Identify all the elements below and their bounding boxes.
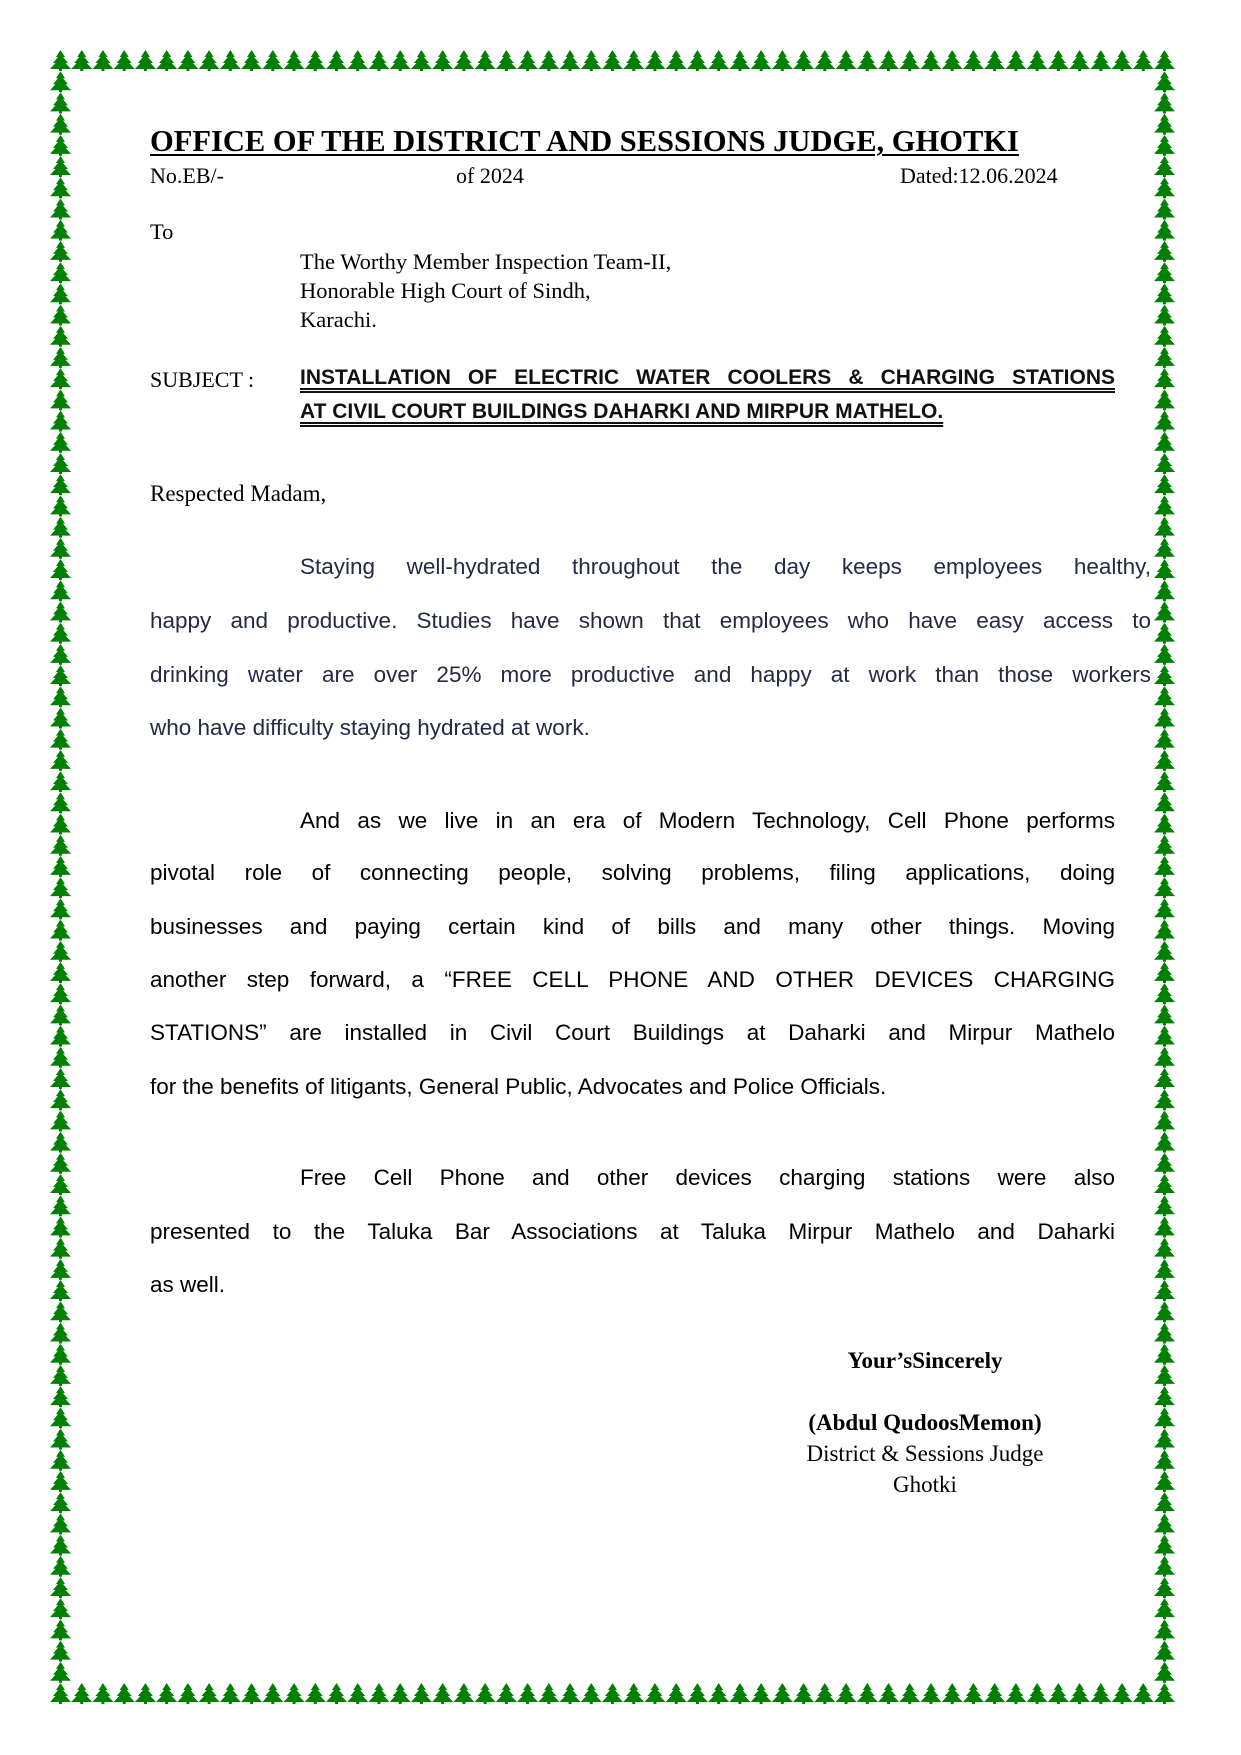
pine-tree-icon — [177, 1683, 198, 1704]
pine-tree-icon — [114, 50, 135, 71]
pine-tree-icon — [50, 1492, 71, 1513]
pine-tree-icon — [1154, 941, 1175, 962]
pine-tree-icon — [1154, 1259, 1175, 1280]
pine-tree-icon — [1154, 114, 1175, 135]
pine-tree-icon — [305, 1683, 326, 1704]
pine-tree-icon — [50, 686, 71, 707]
pine-tree-icon — [1154, 813, 1175, 834]
pine-tree-icon — [836, 50, 857, 71]
pine-tree-icon — [1154, 283, 1175, 304]
pine-tree-icon — [1154, 665, 1175, 686]
pine-tree-icon — [1154, 644, 1175, 665]
pine-tree-icon — [50, 411, 71, 432]
pine-tree-icon — [793, 50, 814, 71]
pine-tree-icon — [496, 1683, 517, 1704]
pine-tree-icon — [1154, 1556, 1175, 1577]
pine-tree-icon — [1154, 1577, 1175, 1598]
pine-tree-icon — [963, 1683, 984, 1704]
paragraph-line: drinking water are over 25% more productive and happy at work than those workers — [150, 662, 1151, 687]
pine-tree-icon — [772, 1683, 793, 1704]
pine-tree-icon — [50, 771, 71, 792]
pine-tree-icon — [50, 538, 71, 559]
pine-tree-icon — [878, 1683, 899, 1704]
pine-tree-icon — [50, 1683, 71, 1704]
pine-tree-icon — [50, 517, 71, 538]
pine-tree-icon — [1005, 1683, 1026, 1704]
pine-tree-icon — [1154, 1492, 1175, 1513]
pine-tree-icon — [50, 1280, 71, 1301]
pine-tree-icon — [899, 50, 920, 71]
pine-tree-icon — [92, 50, 113, 71]
pine-tree-icon — [1154, 347, 1175, 368]
pine-tree-icon — [220, 1683, 241, 1704]
paragraph-line: happy and productive. Studies have shown that employees who have easy access to — [150, 608, 1151, 633]
pine-tree-icon — [1154, 729, 1175, 750]
paragraph-line: presented to the Taluka Bar Associations at Taluka Mirpur Mathelo and Daharki — [150, 1219, 1115, 1244]
pine-tree-icon — [1154, 474, 1175, 495]
pine-tree-icon — [50, 1662, 71, 1683]
pine-tree-icon — [50, 1089, 71, 1110]
pine-tree-icon — [1154, 1450, 1175, 1471]
pine-tree-icon — [751, 50, 772, 71]
paragraph-line: Free Cell Phone and other devices charging stations were also — [300, 1165, 1115, 1190]
pine-tree-icon — [432, 1683, 453, 1704]
pine-tree-icon — [538, 50, 559, 71]
pine-tree-icon — [708, 1683, 729, 1704]
pine-tree-icon — [538, 1683, 559, 1704]
pine-tree-icon — [50, 198, 71, 219]
pine-tree-icon — [708, 50, 729, 71]
recipient-line: Honorable High Court of Sindh, — [300, 278, 591, 303]
pine-tree-icon — [156, 1683, 177, 1704]
pine-tree-icon — [1154, 156, 1175, 177]
pine-tree-icon — [50, 1598, 71, 1619]
pine-tree-icon — [1154, 835, 1175, 856]
pine-tree-icon — [1112, 50, 1133, 71]
pine-tree-icon — [50, 453, 71, 474]
pine-tree-icon — [1154, 856, 1175, 877]
pine-tree-icon — [50, 1153, 71, 1174]
pine-tree-icon — [305, 50, 326, 71]
pine-tree-icon — [50, 1238, 71, 1259]
pine-tree-icon — [687, 50, 708, 71]
pine-tree-icon — [50, 135, 71, 156]
pine-tree-icon — [1048, 50, 1069, 71]
pine-tree-icon — [1154, 432, 1175, 453]
pine-tree-icon — [1005, 50, 1026, 71]
pine-tree-icon — [50, 1195, 71, 1216]
pine-tree-icon — [814, 1683, 835, 1704]
pine-tree-icon — [1154, 1386, 1175, 1407]
subject-line: INSTALLATION OF ELECTRIC WATER COOLERS & CHARGING STATIONS — [300, 366, 1115, 389]
pine-tree-icon — [50, 1004, 71, 1025]
pine-tree-icon — [963, 50, 984, 71]
pine-tree-icon — [793, 1683, 814, 1704]
signatory-place: Ghotki — [893, 1472, 957, 1497]
pine-tree-icon — [1154, 601, 1175, 622]
pine-tree-icon — [50, 920, 71, 941]
pine-tree-icon — [50, 1577, 71, 1598]
pine-tree-icon — [1154, 517, 1175, 538]
letterhead-title: OFFICE OF THE DISTRICT AND SESSIONS JUDGE, GHOTKI — [150, 124, 1019, 158]
pine-tree-icon — [347, 1683, 368, 1704]
pine-tree-icon — [1154, 326, 1175, 347]
pine-tree-icon — [1154, 1301, 1175, 1322]
paragraph-line: who have difficulty staying hydrated at work. — [150, 715, 590, 740]
pine-tree-icon — [1154, 1471, 1175, 1492]
pine-tree-icon — [199, 50, 220, 71]
pine-tree-icon — [1154, 1026, 1175, 1047]
pine-tree-icon — [1154, 262, 1175, 283]
pine-tree-icon — [1069, 50, 1090, 71]
pine-tree-icon — [50, 220, 71, 241]
pine-tree-icon — [135, 50, 156, 71]
pine-tree-icon — [1154, 920, 1175, 941]
pine-tree-icon — [50, 1259, 71, 1280]
pine-tree-icon — [623, 50, 644, 71]
pine-tree-icon — [50, 729, 71, 750]
pine-tree-icon — [50, 1450, 71, 1471]
pine-tree-icon — [50, 1068, 71, 1089]
pine-tree-icon — [390, 50, 411, 71]
pine-tree-icon — [1154, 1195, 1175, 1216]
pine-tree-icon — [50, 792, 71, 813]
paragraph-line: for the benefits of litigants, General Public, Advocates and Police Officials. — [150, 1074, 887, 1099]
pine-tree-icon — [1154, 877, 1175, 898]
pine-tree-icon — [1154, 1153, 1175, 1174]
pine-tree-icon — [1133, 1683, 1154, 1704]
pine-tree-icon — [751, 1683, 772, 1704]
signature-closing: Your’sSincerely — [847, 1348, 1003, 1373]
pine-tree-icon — [1154, 686, 1175, 707]
pine-tree-icon — [1154, 1365, 1175, 1386]
pine-tree-icon — [984, 50, 1005, 71]
pine-tree-icon — [50, 1132, 71, 1153]
pine-tree-icon — [1154, 220, 1175, 241]
paragraph-line: as well. — [150, 1272, 226, 1297]
pine-tree-icon — [920, 50, 941, 71]
pine-tree-icon — [50, 71, 71, 92]
subject-line: AT CIVIL COURT BUILDINGS DAHARKI AND MIRPUR MATHELO. — [300, 400, 944, 423]
pine-tree-icon — [347, 50, 368, 71]
pine-tree-icon — [390, 1683, 411, 1704]
recipient-line: Karachi. — [300, 307, 377, 332]
pine-tree-icon — [899, 1683, 920, 1704]
pine-tree-icon — [50, 877, 71, 898]
pine-tree-icon — [836, 1683, 857, 1704]
salutation: Respected Madam, — [150, 481, 327, 506]
pine-tree-icon — [92, 1683, 113, 1704]
pine-tree-icon — [50, 241, 71, 262]
pine-tree-icon — [50, 1110, 71, 1131]
pine-tree-icon — [1154, 1429, 1175, 1450]
pine-tree-icon — [1048, 1683, 1069, 1704]
pine-tree-icon — [942, 50, 963, 71]
pine-tree-icon — [1154, 1216, 1175, 1237]
pine-tree-icon — [50, 177, 71, 198]
pine-tree-icon — [326, 50, 347, 71]
pine-tree-icon — [644, 1683, 665, 1704]
pine-tree-icon — [50, 1365, 71, 1386]
pine-tree-icon — [1154, 1598, 1175, 1619]
pine-tree-icon — [1154, 453, 1175, 474]
pine-tree-icon — [1154, 750, 1175, 771]
pine-tree-icon — [50, 50, 71, 71]
pine-tree-icon — [50, 1429, 71, 1450]
pine-tree-icon — [1154, 898, 1175, 919]
pine-tree-icon — [262, 50, 283, 71]
pine-tree-icon — [220, 50, 241, 71]
pine-tree-icon — [50, 114, 71, 135]
pine-tree-icon — [1154, 50, 1175, 71]
pine-tree-icon — [71, 1683, 92, 1704]
pine-tree-icon — [50, 707, 71, 728]
pine-tree-icon — [1154, 792, 1175, 813]
pine-tree-icon — [50, 1026, 71, 1047]
pine-tree-icon — [1154, 707, 1175, 728]
pine-tree-icon — [262, 1683, 283, 1704]
pine-tree-icon — [475, 50, 496, 71]
pine-tree-icon — [857, 1683, 878, 1704]
pine-tree-icon — [411, 50, 432, 71]
pine-tree-icon — [1154, 92, 1175, 113]
pine-tree-icon — [50, 898, 71, 919]
pine-tree-icon — [284, 1683, 305, 1704]
pine-tree-icon — [411, 1683, 432, 1704]
pine-tree-icon — [50, 389, 71, 410]
signatory-designation: District & Sessions Judge — [806, 1441, 1044, 1466]
pine-tree-icon — [50, 262, 71, 283]
paragraph-line: businesses and paying certain kind of bills and many other things. Moving — [150, 914, 1115, 939]
pine-tree-icon — [50, 283, 71, 304]
pine-tree-icon — [1154, 1641, 1175, 1662]
pine-tree-icon — [560, 1683, 581, 1704]
pine-tree-icon — [1154, 1407, 1175, 1428]
pine-tree-icon — [1154, 1174, 1175, 1195]
pine-tree-icon — [517, 1683, 538, 1704]
pine-tree-icon — [50, 644, 71, 665]
paragraph-line: And as we live in an era of Modern Technology, Cell Phone performs — [300, 808, 1115, 833]
pine-tree-icon — [623, 1683, 644, 1704]
pine-tree-icon — [71, 50, 92, 71]
to-label: To — [150, 219, 174, 244]
pine-tree-icon — [1154, 1280, 1175, 1301]
pine-tree-icon — [368, 50, 389, 71]
pine-tree-icon — [50, 1174, 71, 1195]
pine-tree-icon — [1154, 538, 1175, 559]
pine-tree-icon — [453, 1683, 474, 1704]
pine-tree-icon — [517, 50, 538, 71]
pine-tree-icon — [50, 983, 71, 1004]
pine-tree-icon — [729, 1683, 750, 1704]
pine-tree-icon — [1154, 1513, 1175, 1534]
pine-tree-icon — [50, 750, 71, 771]
pine-tree-icon — [50, 856, 71, 877]
pine-tree-icon — [1154, 71, 1175, 92]
pine-tree-icon — [50, 304, 71, 325]
pine-tree-icon — [50, 623, 71, 644]
pine-tree-icon — [1154, 495, 1175, 516]
pine-tree-icon — [50, 1322, 71, 1343]
pine-tree-icon — [1112, 1683, 1133, 1704]
paragraph-line: another step forward, a “FREE CELL PHONE AND OTHER DEVICES CHARGING — [150, 967, 1115, 992]
pine-tree-icon — [602, 1683, 623, 1704]
pine-tree-icon — [50, 1619, 71, 1640]
pine-tree-icon — [326, 1683, 347, 1704]
pine-tree-icon — [50, 1513, 71, 1534]
pine-tree-icon — [156, 50, 177, 71]
pine-tree-icon — [920, 1683, 941, 1704]
pine-tree-icon — [1154, 1662, 1175, 1683]
pine-tree-icon — [1154, 1004, 1175, 1025]
pine-tree-icon — [729, 50, 750, 71]
pine-tree-icon — [772, 50, 793, 71]
pine-tree-icon — [50, 559, 71, 580]
pine-tree-icon — [1090, 50, 1111, 71]
pine-tree-icon — [1154, 1047, 1175, 1068]
subject-label: SUBJECT : — [150, 367, 255, 392]
pine-tree-icon — [814, 50, 835, 71]
pine-tree-icon — [368, 1683, 389, 1704]
pine-tree-icon — [1154, 559, 1175, 580]
pine-tree-icon — [241, 50, 262, 71]
pine-tree-icon — [50, 368, 71, 389]
pine-tree-icon — [453, 50, 474, 71]
pine-tree-icon — [1069, 1683, 1090, 1704]
pine-tree-icon — [50, 495, 71, 516]
pine-tree-icon — [475, 1683, 496, 1704]
pine-tree-icon — [199, 1683, 220, 1704]
letter-number: No.EB/- — [150, 163, 224, 188]
pine-tree-icon — [50, 1386, 71, 1407]
pine-tree-icon — [602, 50, 623, 71]
pine-tree-icon — [50, 1535, 71, 1556]
letter-date: Dated:12.06.2024 — [900, 163, 1058, 188]
recipient-line: The Worthy Member Inspection Team-II, — [300, 249, 672, 274]
pine-tree-icon — [50, 347, 71, 368]
pine-tree-icon — [1154, 962, 1175, 983]
pine-tree-icon — [50, 1471, 71, 1492]
pine-tree-icon — [666, 50, 687, 71]
pine-tree-icon — [581, 50, 602, 71]
pine-tree-icon — [1154, 1068, 1175, 1089]
pine-tree-icon — [50, 665, 71, 686]
pine-tree-icon — [496, 50, 517, 71]
pine-tree-icon — [687, 1683, 708, 1704]
pine-tree-icon — [50, 1641, 71, 1662]
paragraph-line: STATIONS” are installed in Civil Court Buildings at Daharki and Mirpur Mathelo — [150, 1020, 1115, 1045]
pine-tree-icon — [857, 50, 878, 71]
pine-tree-icon — [1154, 368, 1175, 389]
pine-tree-icon — [50, 92, 71, 113]
pine-tree-icon — [50, 962, 71, 983]
pine-tree-icon — [560, 50, 581, 71]
pine-tree-icon — [1154, 1683, 1175, 1704]
pine-tree-icon — [50, 601, 71, 622]
pine-tree-icon — [50, 835, 71, 856]
paragraph-line: Staying well-hydrated throughout the day keeps employees healthy, — [300, 554, 1151, 579]
pine-tree-icon — [1154, 135, 1175, 156]
pine-tree-icon — [50, 813, 71, 834]
pine-tree-icon — [50, 580, 71, 601]
pine-tree-icon — [1154, 1322, 1175, 1343]
pine-tree-icon — [50, 156, 71, 177]
pine-tree-icon — [1154, 411, 1175, 432]
pine-tree-icon — [1154, 1535, 1175, 1556]
pine-tree-icon — [1154, 983, 1175, 1004]
pine-tree-icon — [878, 50, 899, 71]
pine-tree-icon — [1154, 241, 1175, 262]
pine-tree-icon — [942, 1683, 963, 1704]
pine-tree-icon — [284, 50, 305, 71]
pine-tree-icon — [984, 1683, 1005, 1704]
pine-tree-icon — [1154, 623, 1175, 644]
pine-tree-icon — [1027, 50, 1048, 71]
pine-tree-icon — [177, 50, 198, 71]
pine-tree-icon — [1154, 1089, 1175, 1110]
pine-tree-icon — [666, 1683, 687, 1704]
pine-tree-icon — [432, 50, 453, 71]
letter-year: of 2024 — [456, 163, 524, 188]
pine-tree-icon — [581, 1683, 602, 1704]
pine-tree-icon — [50, 1047, 71, 1068]
pine-tree-icon — [50, 326, 71, 347]
paragraph-line: pivotal role of connecting people, solving problems, filing applications, doing — [150, 860, 1115, 885]
pine-tree-icon — [50, 941, 71, 962]
pine-tree-icon — [1154, 304, 1175, 325]
pine-tree-icon — [644, 50, 665, 71]
pine-tree-icon — [1154, 1238, 1175, 1259]
pine-tree-icon — [114, 1683, 135, 1704]
pine-tree-icon — [1154, 771, 1175, 792]
signatory-name: (Abdul QudoosMemon) — [808, 1410, 1042, 1435]
pine-tree-icon — [135, 1683, 156, 1704]
pine-tree-icon — [50, 432, 71, 453]
pine-tree-icon — [1154, 580, 1175, 601]
pine-tree-icon — [1154, 389, 1175, 410]
pine-tree-icon — [241, 1683, 262, 1704]
pine-tree-icon — [50, 1344, 71, 1365]
pine-tree-icon — [1090, 1683, 1111, 1704]
pine-tree-icon — [50, 1216, 71, 1237]
pine-tree-icon — [50, 474, 71, 495]
pine-tree-icon — [1154, 1132, 1175, 1153]
pine-tree-icon — [1154, 1110, 1175, 1131]
pine-tree-icon — [1154, 177, 1175, 198]
pine-tree-icon — [1154, 1344, 1175, 1365]
pine-tree-icon — [50, 1407, 71, 1428]
pine-tree-icon — [1027, 1683, 1048, 1704]
pine-tree-icon — [1133, 50, 1154, 71]
pine-tree-icon — [1154, 1619, 1175, 1640]
pine-tree-icon — [50, 1301, 71, 1322]
pine-tree-icon — [1154, 198, 1175, 219]
pine-tree-icon — [50, 1556, 71, 1577]
